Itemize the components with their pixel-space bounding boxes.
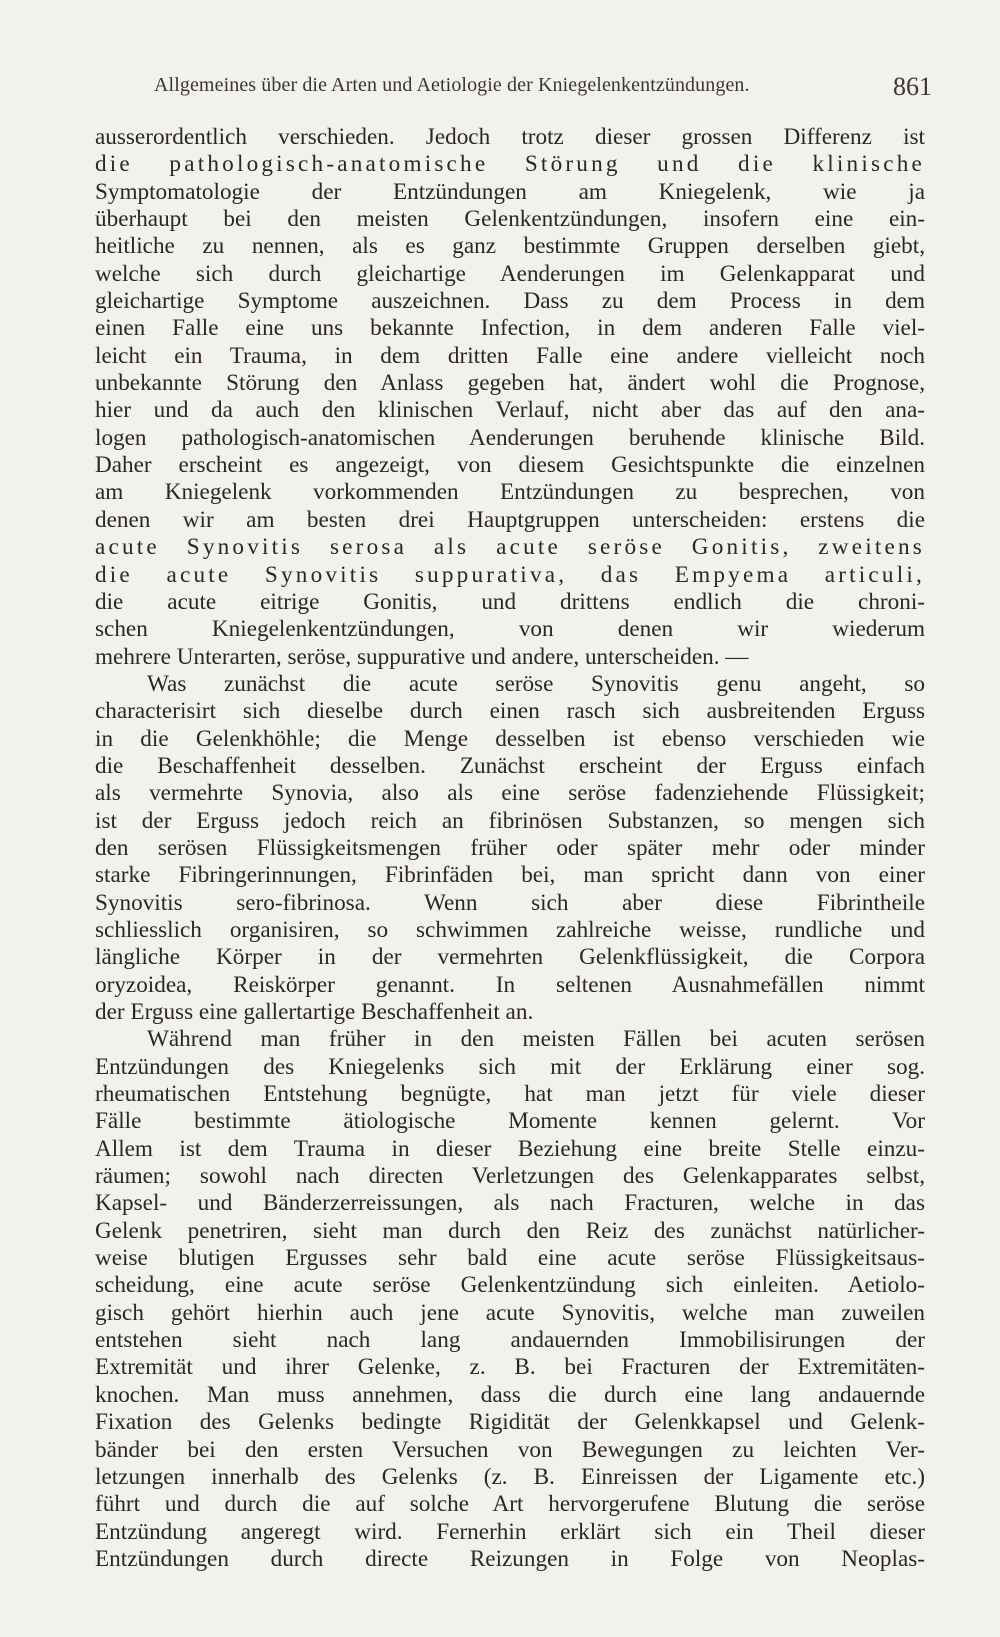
text-line: ausserordentlich verschieden. Jedoch trotz dieser grossen Differenz ist: [95, 124, 925, 150]
text-line: Allem ist dem Trauma in dieser Beziehung eine breite Stelle einzu-: [95, 1135, 925, 1162]
text-line: den serösen Flüssigkeitsmengen früher oder später mehr oder minder: [95, 834, 925, 861]
text-line: Während man früher in den meisten Fällen bei acuten serösen: [147, 1026, 925, 1053]
text-line: die acute eitrige Gonitis, und drittens endlich die chroni-: [95, 588, 925, 615]
text-line: welche sich durch gleichartige Aenderungen im Gelenkapparat und: [95, 260, 925, 287]
text-line: überhaupt bei den meisten Gelenkentzündungen, insofern eine ein-: [95, 206, 925, 233]
text-line: der Erguss eine gallertartige Beschaffenheit an.: [95, 999, 534, 1025]
text-line: starke Fibringerinnungen, Fibrinfäden bei, man spricht dann von einer: [95, 862, 925, 889]
text-line: als vermehrte Synovia, also als eine seröse fadenziehende Flüssigkeit;: [95, 780, 925, 807]
body-text: [95, 124, 925, 1573]
text-line: heitliche zu nennen, als es ganz bestimmte Gruppen derselben giebt,: [95, 233, 925, 260]
text-line: räumen; sowohl nach directen Verletzungen des Gelenkapparates selbst,: [95, 1163, 925, 1190]
text-line: die Beschaffenheit desselben. Zunächst erscheint der Erguss einfach: [95, 752, 925, 779]
text-line: Entzündungen durch directe Reizungen in Folge von Neoplas-: [95, 1545, 925, 1572]
text-line: rheumatischen Entstehung begnügte, hat man jetzt für viele dieser: [95, 1081, 925, 1108]
text-line: knochen. Man muss annehmen, dass die durch eine lang andauernde: [95, 1381, 925, 1408]
text-line: entstehen sieht nach lang andauernden Immobilisirungen der: [95, 1327, 925, 1354]
text-line: Entzündung angeregt wird. Fernerhin erklärt sich ein Theil dieser: [95, 1518, 925, 1545]
text-line: Symptomatologie der Entzündungen am Kniegelenk, wie ja: [95, 178, 925, 205]
text-line: längliche Körper in der vermehrten Gelenkflüssigkeit, die Corpora: [95, 944, 925, 971]
text-line: weise blutigen Ergusses sehr bald eine acute seröse Flüssigkeitsaus-: [95, 1245, 925, 1272]
text-line: Kapsel- und Bänderzerreissungen, als nach Fracturen, welche in das: [95, 1190, 925, 1217]
text-line: hier und da auch den klinischen Verlauf, nicht aber das auf den ana-: [95, 397, 925, 424]
text-line: schliesslich organisiren, so schwimmen zahlreiche weisse, rundliche und: [95, 916, 925, 943]
text-line: Fälle bestimmte ätiologische Momente kennen gelernt. Vor: [95, 1108, 925, 1135]
text-line: Synovitis sero-fibrinosa. Wenn sich aber diese Fibrintheile: [95, 889, 925, 916]
running-header-title: Allgemeines über die Arten und Aetiologie der Kniegelenkentzündungen.: [154, 74, 750, 96]
text-line: Entzündungen des Kniegelenks sich mit der Erklärung einer sog.: [95, 1053, 925, 1080]
text-line: acute Synovitis serosa als acute seröse Gonitis, zweitens: [95, 534, 925, 561]
text-line: denen wir am besten drei Hauptgruppen unterscheiden: erstens die: [95, 506, 925, 533]
text-line: mehrere Unterarten, seröse, suppurative und andere, unterscheiden. —: [95, 643, 749, 670]
text-line: Was zunächst die acute seröse Synovitis genu angeht, so: [147, 670, 925, 697]
text-line: die acute Synovitis suppurativa, das Empyema articuli,: [95, 561, 925, 588]
text-line: die pathologisch-anatomische Störung und die klinische: [95, 151, 925, 178]
text-line: Gelenk penetriren, sieht man durch den Reiz des zunächst natürlicher-: [95, 1217, 925, 1244]
text-line: am Kniegelenk vorkommenden Entzündungen zu besprechen, von: [95, 479, 925, 506]
text-line: Fixation des Gelenks bedingte Rigidität der Gelenkkapsel und Gelenk-: [95, 1409, 925, 1436]
text-line: bänder bei den ersten Versuchen von Bewegungen zu leichten Ver-: [95, 1436, 925, 1463]
text-line: schen Kniegelenkentzündungen, von denen wir wiederum: [95, 616, 925, 643]
text-line: gisch gehört hierhin auch jene acute Synovitis, welche man zuweilen: [95, 1299, 925, 1326]
text-line: führt und durch die auf solche Art hervorgerufene Blutung die seröse: [95, 1491, 925, 1518]
text-line: Extremität und ihrer Gelenke, z. B. bei Fracturen der Extremitäten-: [95, 1354, 925, 1381]
text-line: leicht ein Trauma, in dem dritten Falle eine andere vielleicht noch: [95, 342, 925, 369]
text-line: einen Falle eine uns bekannte Infection, in dem anderen Falle viel-: [95, 315, 925, 342]
text-line: unbekannte Störung den Anlass gegeben hat, ändert wohl die Prognose,: [95, 370, 925, 397]
page-number: 861: [893, 72, 932, 101]
text-line: Daher erscheint es angezeigt, von diesem Gesichtspunkte die einzelnen: [95, 452, 925, 479]
running-header: [150, 74, 932, 114]
text-line: logen pathologisch-anatomischen Aenderungen beruhende klinische Bild.: [95, 424, 925, 451]
text-line: in die Gelenkhöhle; die Menge desselben ist ebenso verschieden wie: [95, 725, 925, 752]
text-line: oryzoidea, Reiskörper genannt. In seltenen Ausnahmefällen nimmt: [95, 971, 925, 998]
text-line: characterisirt sich dieselbe durch einen rasch sich ausbreitenden Erguss: [95, 698, 925, 725]
text-line: scheidung, eine acute seröse Gelenkentzündung sich einleiten. Aetiolo-: [95, 1272, 925, 1299]
text-line: gleichartige Symptome auszeichnen. Dass zu dem Process in dem: [95, 288, 925, 315]
text-line: ist der Erguss jedoch reich an fibrinösen Substanzen, so mengen sich: [95, 807, 925, 834]
text-line: letzungen innerhalb des Gelenks (z. B. Einreissen der Ligamente etc.): [95, 1463, 925, 1490]
